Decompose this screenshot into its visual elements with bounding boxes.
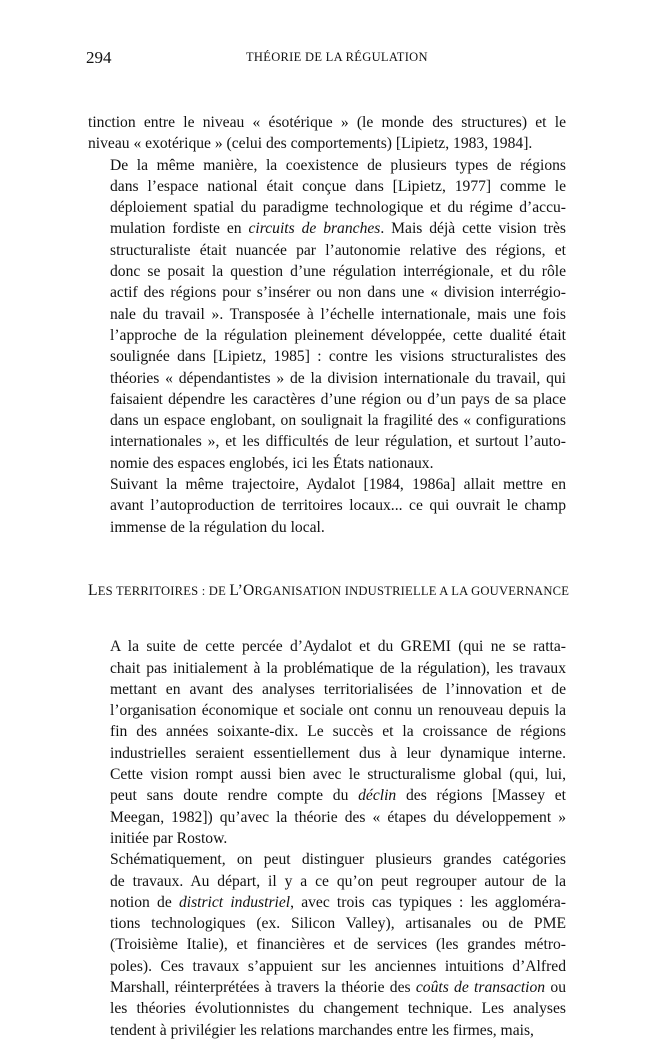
text-line: niveau « exotérique » (celui des comportements) [Lipietz, 1983, 1984]. [88, 135, 533, 153]
text-line: poles). Ces travaux s’appuient sur les anciennes intuitions d’Alfred [110, 957, 566, 975]
section-heading-initial-2: L’O [229, 581, 255, 599]
text-line: Cette vision rompt aussi bien avec le structuralisme global (qui, lui, [110, 766, 566, 784]
text-line: avant l’autoproduction de territoires locaux... ce qui ouvrait le champ [110, 497, 566, 515]
text-line: actif des régions pour s’insérer ou non dans une « division interrégio- [110, 284, 566, 302]
text-line: Marshall, réinterprétées à travers la théorie des coûts de transaction ou [110, 978, 566, 996]
paragraph [88, 112, 566, 155]
text-line: Meegan, 1982]) qu’avec la théorie des « étapes du développement » [110, 808, 566, 826]
text-line: notion de district industriel, avec trois cas typiques : les aggloméra- [110, 893, 566, 911]
text-line: De la même manière, la coexistence de plusieurs types de régions [110, 156, 566, 174]
text-line: structuraliste était nuancée par l’autonomie relative des régions, et [110, 241, 566, 259]
text-line: l’organisation économique et sociale ont connu un renouveau depuis la [110, 702, 566, 720]
paragraphs-after-heading [88, 636, 566, 1041]
text-line: mulation fordiste en circuits de branches. Mais déjà cette vision très [110, 220, 566, 238]
paragraph [88, 849, 566, 1041]
text-line: tendent à privilégier les relations marchandes entre les firmes, mais, [110, 1021, 534, 1039]
text-line: fin des années soixante-dix. Le succès et la croissance de régions [110, 723, 566, 741]
text-line: initiée par Rostow. [110, 829, 228, 847]
text-line: Suivant la même trajectoire, Aydalot [1984, 1986a] allait mettre en [110, 476, 566, 494]
italic-text: déclin [358, 787, 397, 805]
text-line: faisaient dépendre les caractères d’une région ou d’un pays de sa place [110, 390, 566, 408]
text-line: (Troisième Italie), et financières et de services (les grandes métro- [110, 936, 566, 954]
paragraph [88, 474, 566, 538]
text-line: mettant en avant des analyses territorialisées de l’innovation et de [110, 680, 566, 698]
section-heading-initial: L [88, 581, 98, 599]
text-line: dans un espace englobant, on soulignait la fragilité des « configurations [110, 412, 566, 430]
body-text [88, 112, 570, 1041]
text-line: A la suite de cette percée d’Aydalot et du GREMI (qui ne se ratta- [110, 638, 566, 656]
text-line: déploiement spatial du paradigme technologique et du régime d’accu- [110, 199, 566, 217]
italic-text: circuits de branches [248, 220, 381, 238]
text-line: soulignée dans [Lipietz, 1985] : contre les visions structuralistes des [110, 348, 566, 366]
italic-text: district industriel [178, 893, 291, 911]
text-line: nale du travail ». Transposée à l’échelle internationale, mais une fois [110, 305, 566, 323]
section-heading-part-1: ES TERRITOIRES : DE [97, 583, 230, 598]
paragraph [88, 636, 566, 849]
running-head [0, 48, 650, 72]
text-line: industrielles seraient essentiellement dus à leur dynamique interne. [110, 744, 566, 762]
section-heading [88, 580, 570, 602]
text-line: chait pas initialement à la problématique de la régulation), les travaux [110, 659, 566, 677]
text-line: de travaux. Au départ, il y a ce qu’on peut regrouper autour de la [110, 872, 566, 890]
text-line: dans l’espace national était conçue dans [Lipietz, 1977] comme le [110, 177, 566, 195]
text-line: donc se posait la question d’une régulation interrégionale, et du rôle [110, 263, 566, 281]
text-line: immense de la régulation du local. [110, 518, 325, 536]
text-line: peut sans doute rendre compte du déclin des régions [Massey et [110, 787, 566, 805]
text-line: théories « dépendantistes » de la division internationale du travail, qui [110, 369, 566, 387]
page-number: 294 [86, 48, 112, 67]
paragraph [88, 155, 566, 474]
text-line: tions technologiques (ex. Silicon Valley), artisanales ou de PME [110, 915, 566, 933]
running-title: THÉORIE DE LA RÉGULATION [246, 50, 428, 64]
italic-text: coûts de transaction [415, 978, 546, 996]
paragraphs-before-heading [88, 112, 566, 538]
text-line: l’approche de la régulation pleinement développée, cette dualité était [110, 326, 566, 344]
text-line: Schématiquement, on peut distinguer plusieurs grandes catégories [110, 851, 566, 869]
text-line: nomie des espaces englobés, ici les États nationaux. [110, 454, 434, 472]
text-line: internationales », et les difficultés de leur régulation, et surtout l’auto- [110, 433, 566, 451]
text-line: tinction entre le niveau « ésotérique » (le monde des structures) et le [88, 114, 566, 131]
section-heading-part-2: RGANISATION INDUSTRIELLE A LA GOUVERNANCE [254, 583, 570, 598]
text-line: les théories évolutionnistes du changement technique. Les analyses [110, 1000, 566, 1018]
